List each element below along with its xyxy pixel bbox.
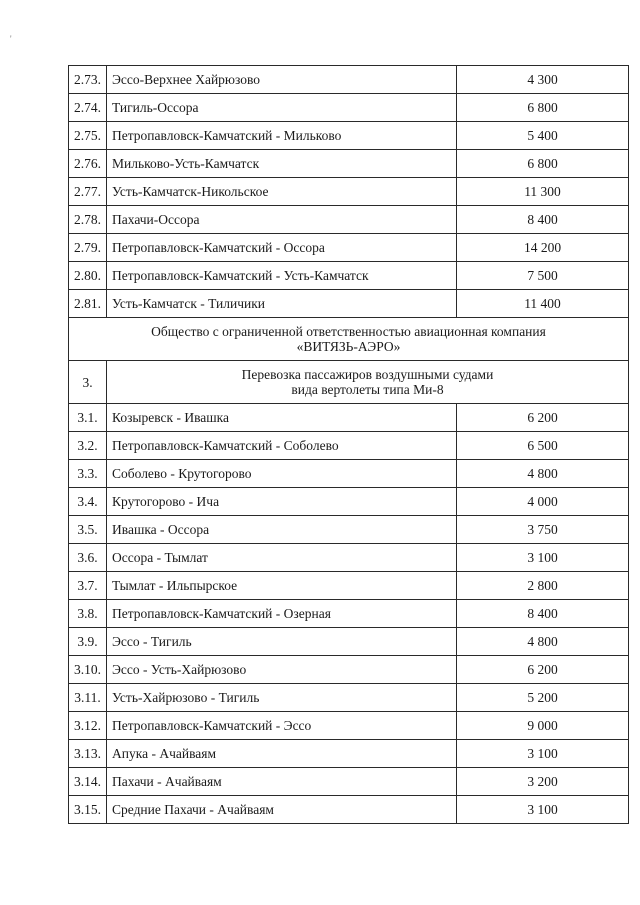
route-price: 4 800 bbox=[457, 628, 629, 656]
table-row bbox=[69, 206, 629, 234]
route-name: Петропавловск-Камчатский - Мильково bbox=[107, 122, 457, 150]
route-price: 3 100 bbox=[457, 740, 629, 768]
row-number: 3.6. bbox=[69, 544, 107, 572]
route-price: 4 800 bbox=[457, 460, 629, 488]
organization-brand: «ВИТЯЗЬ-АЭРО» bbox=[296, 339, 401, 354]
row-number: 3.12. bbox=[69, 712, 107, 740]
route-price: 4 300 bbox=[457, 66, 629, 94]
route-name: Апука - Ачайваям bbox=[107, 740, 457, 768]
route-name: Усть-Камчатск-Никольское bbox=[107, 178, 457, 206]
route-name: Средние Пахачи - Ачайваям bbox=[107, 796, 457, 824]
row-number: 2.76. bbox=[69, 150, 107, 178]
route-price: 6 800 bbox=[457, 94, 629, 122]
row-number: 3.1. bbox=[69, 404, 107, 432]
table-row bbox=[69, 404, 629, 432]
route-name: Усть-Хайрюзово - Тигиль bbox=[107, 684, 457, 712]
route-name: Тымлат - Ильпырское bbox=[107, 572, 457, 600]
route-name: Петропавловск-Камчатский - Озерная bbox=[107, 600, 457, 628]
table-row bbox=[69, 66, 629, 94]
route-name: Усть-Камчатск - Тиличики bbox=[107, 290, 457, 318]
table-row bbox=[69, 488, 629, 516]
table-row bbox=[69, 768, 629, 796]
table-row bbox=[69, 94, 629, 122]
table-row bbox=[69, 150, 629, 178]
row-number: 3.5. bbox=[69, 516, 107, 544]
route-name: Оссора - Тымлат bbox=[107, 544, 457, 572]
row-number: 3.10. bbox=[69, 656, 107, 684]
tariff-table bbox=[68, 65, 629, 824]
section-title-line2: вида вертолеты типа Ми-8 bbox=[291, 382, 444, 397]
table-row bbox=[69, 544, 629, 572]
route-name: Пахачи-Оссора bbox=[107, 206, 457, 234]
route-price: 6 200 bbox=[457, 656, 629, 684]
table-row bbox=[69, 516, 629, 544]
table-row bbox=[69, 178, 629, 206]
route-name: Эссо - Усть-Хайрюзово bbox=[107, 656, 457, 684]
table-row bbox=[69, 656, 629, 684]
row-number: 3.11. bbox=[69, 684, 107, 712]
rows-after-group bbox=[69, 404, 629, 824]
route-name: Козыревск - Ивашка bbox=[107, 404, 457, 432]
table-row bbox=[69, 234, 629, 262]
table-row bbox=[69, 262, 629, 290]
route-name: Тигиль-Оссора bbox=[107, 94, 457, 122]
row-number: 3.7. bbox=[69, 572, 107, 600]
table-row bbox=[69, 572, 629, 600]
organization-name: Общество с ограниченной ответственностью авиационная компания bbox=[151, 324, 546, 339]
section-description bbox=[107, 361, 629, 404]
route-price: 14 200 bbox=[457, 234, 629, 262]
route-price: 5 200 bbox=[457, 684, 629, 712]
table-row bbox=[69, 796, 629, 824]
route-price: 6 500 bbox=[457, 432, 629, 460]
route-price: 6 800 bbox=[457, 150, 629, 178]
table-row bbox=[69, 712, 629, 740]
route-name: Ивашка - Оссора bbox=[107, 516, 457, 544]
route-price: 8 400 bbox=[457, 600, 629, 628]
route-price: 3 750 bbox=[457, 516, 629, 544]
organization-cell bbox=[69, 318, 629, 361]
row-number: 2.75. bbox=[69, 122, 107, 150]
row-number: 2.80. bbox=[69, 262, 107, 290]
route-price: 4 000 bbox=[457, 488, 629, 516]
table-row bbox=[69, 432, 629, 460]
route-price: 11 400 bbox=[457, 290, 629, 318]
organization-group bbox=[69, 318, 629, 404]
route-name: Пахачи - Ачайваям bbox=[107, 768, 457, 796]
route-name: Эссо-Верхнее Хайрюзово bbox=[107, 66, 457, 94]
route-name: Эссо - Тигиль bbox=[107, 628, 457, 656]
row-number: 2.74. bbox=[69, 94, 107, 122]
row-number: 2.77. bbox=[69, 178, 107, 206]
row-number: 2.79. bbox=[69, 234, 107, 262]
table-row bbox=[69, 122, 629, 150]
section-row bbox=[69, 361, 629, 404]
table-row bbox=[69, 290, 629, 318]
route-name: Петропавловск-Камчатский - Усть-Камчатск bbox=[107, 262, 457, 290]
route-name: Петропавловск-Камчатский - Оссора bbox=[107, 234, 457, 262]
row-number: 2.81. bbox=[69, 290, 107, 318]
organization-row bbox=[69, 318, 629, 361]
row-number: 2.78. bbox=[69, 206, 107, 234]
table-row bbox=[69, 460, 629, 488]
route-name: Мильково-Усть-Камчатск bbox=[107, 150, 457, 178]
table-row bbox=[69, 600, 629, 628]
section-title-line1: Перевозка пассажиров воздушными судами bbox=[241, 367, 494, 382]
page-mark: ' bbox=[10, 34, 12, 44]
row-number: 2.73. bbox=[69, 66, 107, 94]
row-number: 3.9. bbox=[69, 628, 107, 656]
route-price: 7 500 bbox=[457, 262, 629, 290]
route-name: Петропавловск-Камчатский - Соболево bbox=[107, 432, 457, 460]
row-number: 3.14. bbox=[69, 768, 107, 796]
row-number: 3.3. bbox=[69, 460, 107, 488]
table-row bbox=[69, 628, 629, 656]
route-name: Крутогорово - Ича bbox=[107, 488, 457, 516]
route-price: 3 100 bbox=[457, 544, 629, 572]
row-number: 3.2. bbox=[69, 432, 107, 460]
route-price: 3 100 bbox=[457, 796, 629, 824]
route-price: 5 400 bbox=[457, 122, 629, 150]
row-number: 3.15. bbox=[69, 796, 107, 824]
route-name: Соболево - Крутогорово bbox=[107, 460, 457, 488]
row-number: 3.8. bbox=[69, 600, 107, 628]
table-row bbox=[69, 740, 629, 768]
route-price: 8 400 bbox=[457, 206, 629, 234]
row-number: 3.4. bbox=[69, 488, 107, 516]
table-row bbox=[69, 684, 629, 712]
route-price: 2 800 bbox=[457, 572, 629, 600]
route-price: 11 300 bbox=[457, 178, 629, 206]
rows-before-group bbox=[69, 66, 629, 318]
row-number: 3.13. bbox=[69, 740, 107, 768]
section-number: 3. bbox=[69, 361, 107, 404]
route-price: 3 200 bbox=[457, 768, 629, 796]
route-price: 9 000 bbox=[457, 712, 629, 740]
route-price: 6 200 bbox=[457, 404, 629, 432]
route-name: Петропавловск-Камчатский - Эссо bbox=[107, 712, 457, 740]
